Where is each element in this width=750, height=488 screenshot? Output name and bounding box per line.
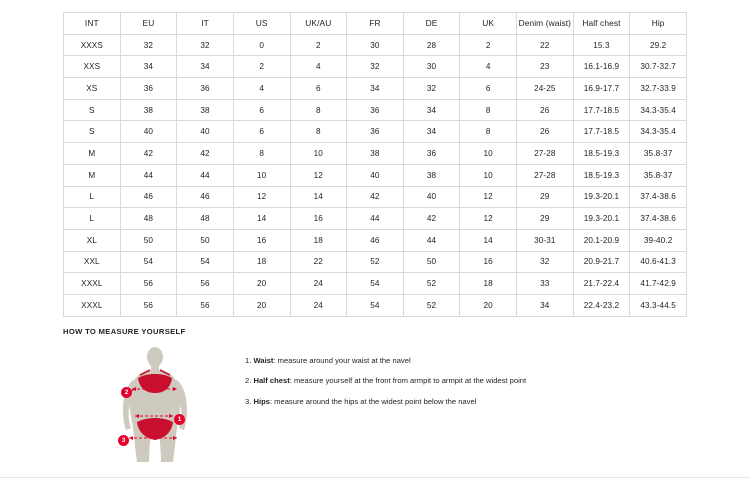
note-hips bbox=[245, 397, 687, 406]
table-cell: 34.3-35.4 bbox=[630, 99, 687, 121]
table-cell: 4 bbox=[290, 56, 347, 78]
table-cell: 38 bbox=[347, 143, 404, 165]
table-cell: 24 bbox=[290, 273, 347, 295]
table-cell: L bbox=[64, 208, 121, 230]
table-cell: 52 bbox=[403, 294, 460, 316]
table-cell: 50 bbox=[177, 229, 234, 251]
note-term: Waist bbox=[253, 356, 274, 365]
table-cell: S bbox=[64, 99, 121, 121]
column-header: EU bbox=[120, 13, 177, 35]
table-cell: 8 bbox=[460, 99, 517, 121]
table-cell: 36 bbox=[347, 121, 404, 143]
table-cell: 38 bbox=[177, 99, 234, 121]
table-cell: 40 bbox=[120, 121, 177, 143]
table-cell: 6 bbox=[233, 99, 290, 121]
table-cell: 15.3 bbox=[573, 34, 630, 56]
table-cell: 34 bbox=[403, 121, 460, 143]
table-cell: 14 bbox=[233, 208, 290, 230]
table-row bbox=[64, 208, 687, 230]
column-header: FR bbox=[347, 13, 404, 35]
column-header: Half chest bbox=[573, 13, 630, 35]
table-cell: 52 bbox=[347, 251, 404, 273]
table-cell: 36 bbox=[403, 143, 460, 165]
table-cell: 4 bbox=[460, 56, 517, 78]
measure-body bbox=[63, 344, 687, 464]
table-cell: 16 bbox=[233, 229, 290, 251]
table-cell: 37.4-38.6 bbox=[630, 208, 687, 230]
table-cell: 14 bbox=[460, 229, 517, 251]
table-cell: 32 bbox=[120, 34, 177, 56]
table-cell: 50 bbox=[120, 229, 177, 251]
table-cell: L bbox=[64, 186, 121, 208]
table-cell: 6 bbox=[233, 121, 290, 143]
table-cell: 30 bbox=[347, 34, 404, 56]
table-cell: 12 bbox=[460, 208, 517, 230]
table-cell: 39-40.2 bbox=[630, 229, 687, 251]
table-row bbox=[64, 99, 687, 121]
table-cell: 20 bbox=[233, 273, 290, 295]
table-cell: 37.4-38.6 bbox=[630, 186, 687, 208]
table-cell: M bbox=[64, 143, 121, 165]
table-cell: 22.4-23.2 bbox=[573, 294, 630, 316]
table-header-row bbox=[64, 13, 687, 35]
table-row bbox=[64, 273, 687, 295]
table-cell: 32 bbox=[177, 34, 234, 56]
table-cell: 16 bbox=[460, 251, 517, 273]
table-cell: 10 bbox=[460, 164, 517, 186]
table-cell: XXXS bbox=[64, 34, 121, 56]
table-cell: 18.5-19.3 bbox=[573, 164, 630, 186]
table-cell: 8 bbox=[290, 99, 347, 121]
table-row bbox=[64, 56, 687, 78]
table-cell: S bbox=[64, 121, 121, 143]
table-cell: 30-31 bbox=[517, 229, 574, 251]
table-cell: 54 bbox=[177, 251, 234, 273]
table-cell: 38 bbox=[120, 99, 177, 121]
section-title: HOW TO MEASURE YOURSELF bbox=[63, 327, 186, 336]
table-cell: 27-28 bbox=[517, 164, 574, 186]
table-cell: 21.7-22.4 bbox=[573, 273, 630, 295]
table-cell: 8 bbox=[233, 143, 290, 165]
table-cell: 16 bbox=[290, 208, 347, 230]
note-number: 1. bbox=[245, 356, 252, 365]
table-cell: 18 bbox=[290, 229, 347, 251]
table-cell: 30.7-32.7 bbox=[630, 56, 687, 78]
table-cell: XL bbox=[64, 229, 121, 251]
table-row bbox=[64, 78, 687, 100]
table-cell: 0 bbox=[233, 34, 290, 56]
table-cell: 4 bbox=[233, 78, 290, 100]
table-row bbox=[64, 186, 687, 208]
bottom-divider bbox=[0, 477, 750, 478]
table-cell: 34 bbox=[403, 99, 460, 121]
table-cell: 34.3-35.4 bbox=[630, 121, 687, 143]
table-cell: 40 bbox=[347, 164, 404, 186]
note-number: 2. bbox=[245, 376, 252, 386]
table-cell: 23 bbox=[517, 56, 574, 78]
table-cell: 36 bbox=[177, 78, 234, 100]
table-cell: 44 bbox=[177, 164, 234, 186]
table-cell: 54 bbox=[347, 294, 404, 316]
table-cell: 48 bbox=[177, 208, 234, 230]
table-cell: 36 bbox=[347, 99, 404, 121]
table-row bbox=[64, 251, 687, 273]
table-cell: 56 bbox=[120, 294, 177, 316]
table-cell: 6 bbox=[290, 78, 347, 100]
column-header: US bbox=[233, 13, 290, 35]
note-text: : measure yourself at the front from armpit to armpit at the widest point bbox=[289, 376, 527, 386]
table-cell: 29.2 bbox=[630, 34, 687, 56]
table-cell: 18 bbox=[460, 273, 517, 295]
table-cell: 34 bbox=[120, 56, 177, 78]
table-cell: 2 bbox=[233, 56, 290, 78]
table-row bbox=[64, 294, 687, 316]
table-cell: 19.3-20.1 bbox=[573, 208, 630, 230]
table-cell: 41.7-42.9 bbox=[630, 273, 687, 295]
table-cell: 18 bbox=[233, 251, 290, 273]
table-cell: 10 bbox=[290, 143, 347, 165]
column-header: UK bbox=[460, 13, 517, 35]
note-waist bbox=[245, 356, 687, 365]
table-cell: 8 bbox=[290, 121, 347, 143]
table-cell: 46 bbox=[177, 186, 234, 208]
table-cell: 34 bbox=[517, 294, 574, 316]
table-cell: 2 bbox=[290, 34, 347, 56]
how-to-measure-section bbox=[63, 327, 687, 464]
table-cell: 52 bbox=[403, 273, 460, 295]
column-header: DE bbox=[403, 13, 460, 35]
table-cell: 42 bbox=[403, 208, 460, 230]
table-cell: 32 bbox=[403, 78, 460, 100]
table-cell: 24 bbox=[290, 294, 347, 316]
table-cell: 34 bbox=[177, 56, 234, 78]
note-half-chest bbox=[245, 376, 687, 385]
note-term: Hips bbox=[253, 396, 270, 406]
table-cell: 56 bbox=[177, 294, 234, 316]
measure-notes bbox=[245, 344, 687, 417]
table-cell: 32.7-33.9 bbox=[630, 78, 687, 100]
table-row bbox=[64, 143, 687, 165]
table-cell: 46 bbox=[120, 186, 177, 208]
table-cell: 35.8-37 bbox=[630, 164, 687, 186]
female-body-illustration-icon bbox=[95, 344, 215, 464]
table-cell: 20 bbox=[233, 294, 290, 316]
table-cell: M bbox=[64, 164, 121, 186]
table-cell: XXXL bbox=[64, 273, 121, 295]
table-cell: 2 bbox=[460, 34, 517, 56]
table-cell: 6 bbox=[460, 78, 517, 100]
table-cell: 26 bbox=[517, 121, 574, 143]
table-cell: 16.9-17.7 bbox=[573, 78, 630, 100]
note-text: : measure around your waist at the navel bbox=[273, 356, 411, 365]
table-cell: 44 bbox=[403, 229, 460, 251]
table-cell: 43.3-44.5 bbox=[630, 294, 687, 316]
table-cell: 44 bbox=[120, 164, 177, 186]
table-cell: 48 bbox=[120, 208, 177, 230]
table-cell: 42 bbox=[177, 143, 234, 165]
table-cell: 20 bbox=[460, 294, 517, 316]
table-row bbox=[64, 229, 687, 251]
size-chart-table bbox=[63, 12, 687, 317]
table-cell: 40 bbox=[403, 186, 460, 208]
table-cell: 35.8-37 bbox=[630, 143, 687, 165]
marker-hips: 3 bbox=[118, 435, 129, 446]
table-cell: 40 bbox=[177, 121, 234, 143]
table-cell: 26 bbox=[517, 99, 574, 121]
table-row bbox=[64, 34, 687, 56]
table-cell: 20.1-20.9 bbox=[573, 229, 630, 251]
table-cell: 17.7-18.5 bbox=[573, 99, 630, 121]
table-cell: 10 bbox=[233, 164, 290, 186]
table-cell: 42 bbox=[120, 143, 177, 165]
table-cell: XXXL bbox=[64, 294, 121, 316]
table-cell: 38 bbox=[403, 164, 460, 186]
table-cell: 22 bbox=[517, 34, 574, 56]
table-cell: 8 bbox=[460, 121, 517, 143]
column-header: INT bbox=[64, 13, 121, 35]
table-cell: 28 bbox=[403, 34, 460, 56]
column-header: IT bbox=[177, 13, 234, 35]
table-cell: 18.5-19.3 bbox=[573, 143, 630, 165]
note-number: 3. bbox=[245, 396, 252, 406]
table-cell: 14 bbox=[290, 186, 347, 208]
table-cell: 50 bbox=[403, 251, 460, 273]
table-cell: 12 bbox=[460, 186, 517, 208]
marker-half-chest: 2 bbox=[121, 387, 132, 398]
table-cell: 27-28 bbox=[517, 143, 574, 165]
table-cell: 40.6-41.3 bbox=[630, 251, 687, 273]
table-cell: XXL bbox=[64, 251, 121, 273]
table-cell: 32 bbox=[347, 56, 404, 78]
table-cell: XS bbox=[64, 78, 121, 100]
table-cell: 36 bbox=[120, 78, 177, 100]
table-cell: 24-25 bbox=[517, 78, 574, 100]
column-header: UK/AU bbox=[290, 13, 347, 35]
column-header: Hip bbox=[630, 13, 687, 35]
table-row bbox=[64, 121, 687, 143]
table-cell: 19.3-20.1 bbox=[573, 186, 630, 208]
table-cell: 20.9-21.7 bbox=[573, 251, 630, 273]
table-cell: 12 bbox=[290, 164, 347, 186]
table-cell: 16.1-16.9 bbox=[573, 56, 630, 78]
note-text: : measure around the hips at the widest point below the navel bbox=[269, 396, 477, 406]
table-cell: 46 bbox=[347, 229, 404, 251]
table-cell: 44 bbox=[347, 208, 404, 230]
table-cell: 56 bbox=[120, 273, 177, 295]
table-cell: 34 bbox=[347, 78, 404, 100]
table-cell: 33 bbox=[517, 273, 574, 295]
marker-waist: 1 bbox=[174, 414, 185, 425]
table-cell: 54 bbox=[120, 251, 177, 273]
table-cell: 32 bbox=[517, 251, 574, 273]
table-cell: 54 bbox=[347, 273, 404, 295]
table-cell: 29 bbox=[517, 208, 574, 230]
table-row bbox=[64, 164, 687, 186]
table-cell: 22 bbox=[290, 251, 347, 273]
table-cell: 29 bbox=[517, 186, 574, 208]
table-cell: 56 bbox=[177, 273, 234, 295]
table-cell: 10 bbox=[460, 143, 517, 165]
table-cell: XXS bbox=[64, 56, 121, 78]
body-figure bbox=[95, 344, 215, 464]
note-term: Half chest bbox=[253, 376, 290, 386]
table-cell: 12 bbox=[233, 186, 290, 208]
table-cell: 42 bbox=[347, 186, 404, 208]
table-cell: 30 bbox=[403, 56, 460, 78]
table-cell: 17.7-18.5 bbox=[573, 121, 630, 143]
column-header: Denim (waist) bbox=[517, 13, 574, 35]
